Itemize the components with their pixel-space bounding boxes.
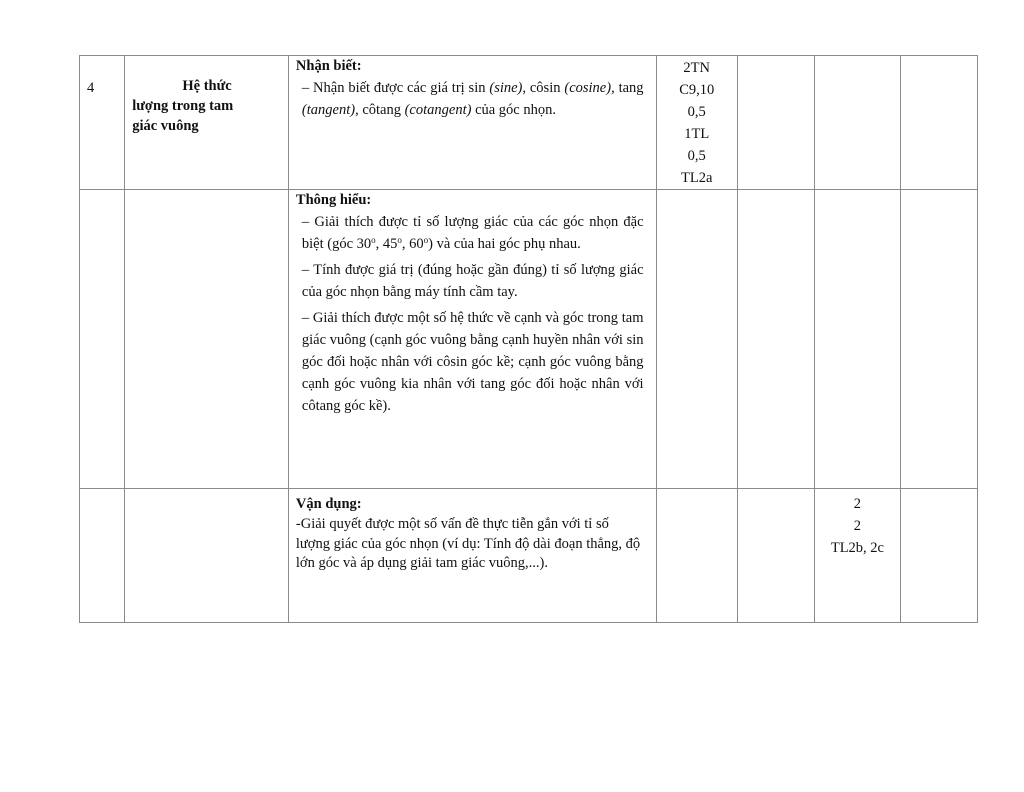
- empty-cell: [900, 56, 977, 190]
- level-heading-recognition: Nhận biết:: [295, 58, 362, 74]
- table-row: [80, 56, 978, 190]
- table-row: [80, 489, 978, 623]
- row-number: 4: [80, 56, 125, 190]
- requirement-text: – Nhận biết được các giá trị sin (sine), côsin (cosine), tang (tangent), côtang (cotangent) của góc nhọn.: [301, 80, 644, 118]
- empty-cell: [125, 190, 289, 489]
- requirement-cell: [288, 489, 656, 623]
- topic-line: giác vuông: [132, 118, 199, 134]
- empty-cell: [737, 56, 814, 190]
- empty-cell: [125, 489, 289, 623]
- table-row: [80, 190, 978, 489]
- requirement-cell: [288, 56, 656, 190]
- requirement-text: – Giải thích được tỉ số lượng giác của các góc nhọn đặc biệt (góc 30$^o$, 45$^o$, 60$^o$) và của hai góc phụ nhau.: [301, 214, 644, 252]
- topic-line: lượng trong tam: [132, 98, 234, 114]
- empty-cell: [737, 489, 814, 623]
- topic-line: Hệ thức: [182, 78, 232, 94]
- empty-cell: [815, 56, 900, 190]
- empty-cell: [80, 190, 125, 489]
- level-heading-understanding: Thông hiểu:: [295, 192, 372, 208]
- empty-cell: [656, 489, 737, 623]
- requirement-text: – Giải thích được một số hệ thức về cạnh và góc trong tam giác vuông (cạnh góc vuông bằng cạnh huyền nhân với sin góc đối hoặc nhân với côsin góc kề; cạnh góc vuông bằng cạnh góc vuông kia nhân với tang góc đối hoặc nhân với côtang góc kề).: [301, 310, 644, 414]
- empty-cell: [900, 190, 977, 489]
- empty-cell: [900, 489, 977, 623]
- level-heading-application: Vận dụng:: [295, 496, 362, 512]
- specification-table: [79, 55, 978, 623]
- application-count-cell: 2 2 TL2b, 2c: [815, 489, 900, 623]
- requirement-text: -Giải quyết được một số vấn đề thực tiễn gắn với tỉ số lượng giác của góc nhọn (ví dụ: Tính độ dài đoạn thẳng, độ lớn góc và áp dụng giải tam giác vuông,...).: [295, 516, 641, 571]
- empty-cell: [737, 190, 814, 489]
- empty-cell: [80, 489, 125, 623]
- empty-cell: [656, 190, 737, 489]
- requirement-text: – Tính được giá trị (đúng hoặc gần đúng) tỉ số lượng giác của góc nhọn bằng máy tính cầm tay.: [301, 262, 644, 300]
- recognition-count-cell: 2TN C9,10 0,5 1TL 0,5 TL2a: [656, 56, 737, 190]
- topic-cell: [125, 56, 289, 190]
- requirement-cell: [288, 190, 656, 489]
- empty-cell: [815, 190, 900, 489]
